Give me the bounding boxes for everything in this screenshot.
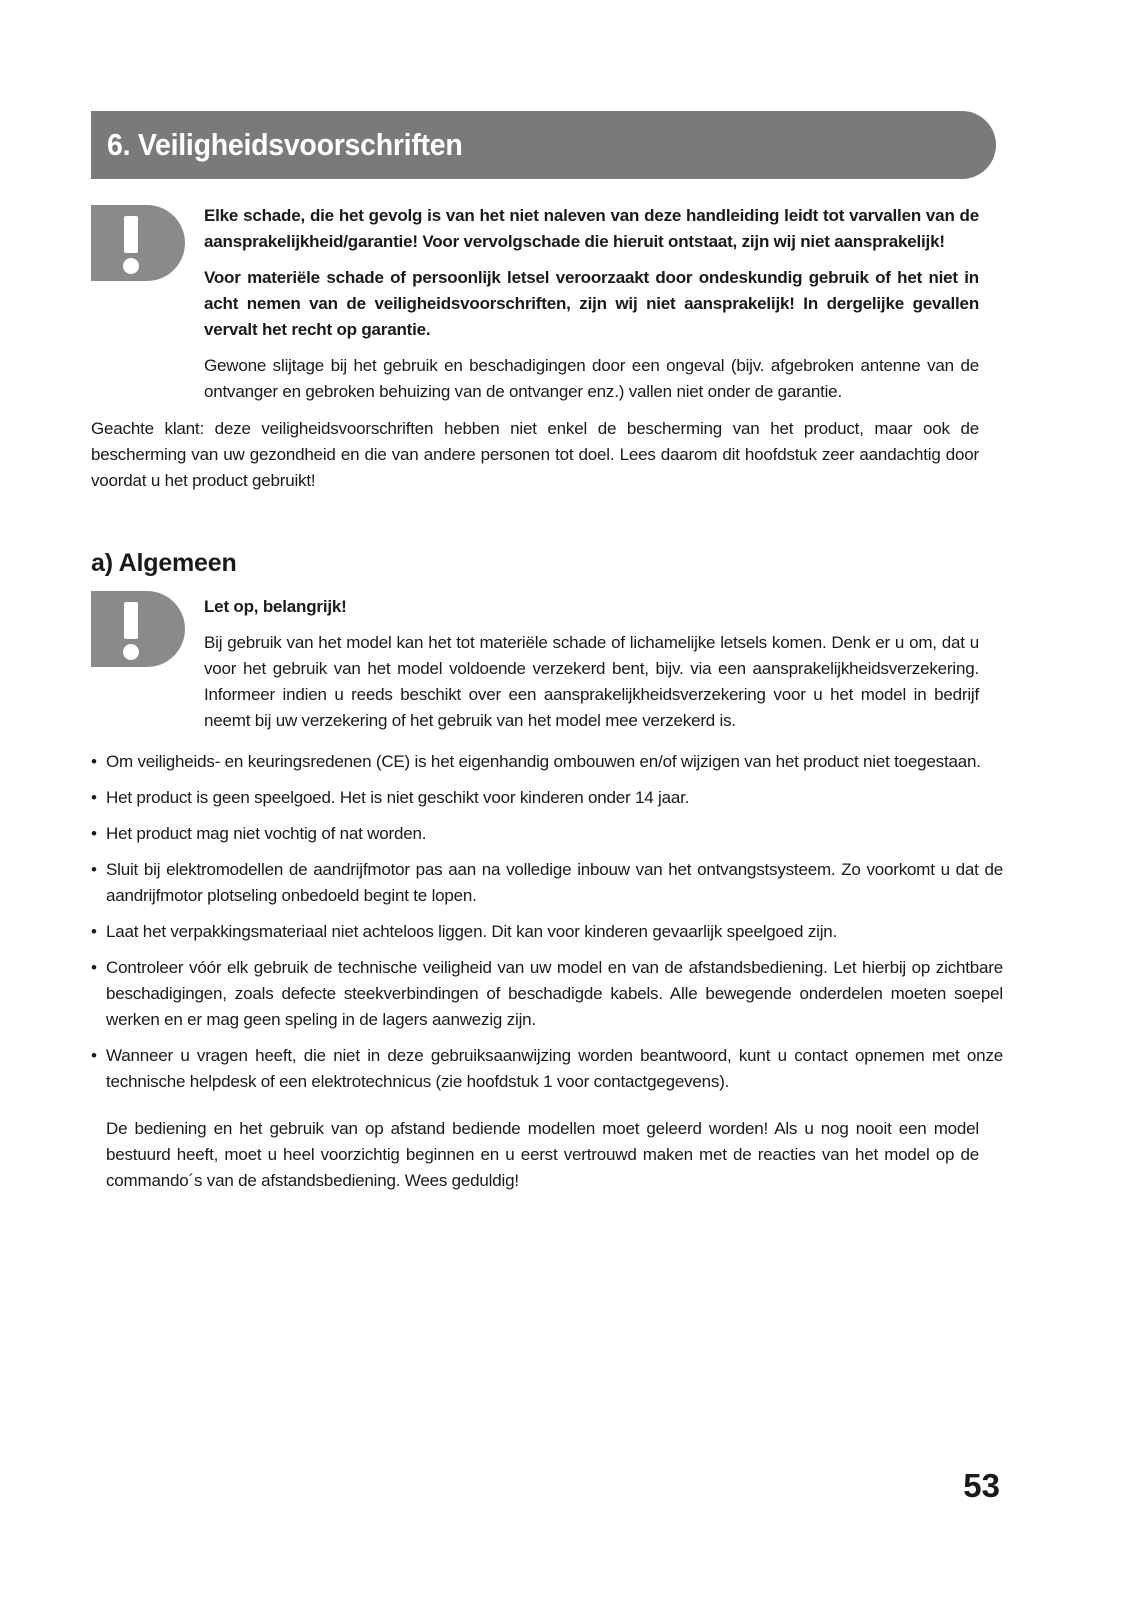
list-item: • Laat het verpakkingsmateriaal niet achteloos liggen. Dit kan voor kinderen gevaarlijk speelgoed zijn. — [91, 919, 1003, 945]
warning-notice — [204, 203, 979, 405]
list-item: • Het product mag niet vochtig of nat worden. — [91, 821, 1003, 847]
notice-damage-text: Voor materiële schade of persoonlijk letsel veroorzaakt door ondeskundig gebruik of het niet in acht nemen van de veiligheidsvoorschriften, zijn wij niet aansprakelijk! In dergelijke gevallen vervalt het recht op garantie. — [204, 268, 979, 339]
section-header-bar — [91, 111, 996, 179]
safety-bullet-list — [91, 749, 1003, 1105]
notice-wear-text: Gewone slijtage bij het gebruik en beschadigingen door een ongeval (bijv. afgebroken antenne van de ontvanger en gebroken behuizing van de ontvanger enz.) vallen niet onder de garantie. — [204, 356, 979, 401]
exclamation-icon — [91, 205, 185, 281]
list-item: • Om veiligheids- en keuringsredenen (CE) is het eigenhandig ombouwen en/of wijzigen van het product niet toegestaan. — [91, 749, 1003, 775]
list-item: • Controleer vóór elk gebruik de technische veiligheid van uw model en van de afstandsbediening. Let hierbij op zichtbare beschadigingen, zoals defecte steekverbindingen of beschadigde kabels. Alle bewegende onderdelen moeten soepel werken en er mag geen speling in de lagers aanwezig zijn. — [91, 955, 1003, 1033]
list-item: • Het product is geen speelgoed. Het is niet geschikt voor kinderen onder 14 jaar. — [91, 785, 1003, 811]
notice-liability-text: Elke schade, die het gevolg is van het niet naleven van deze handleiding leidt tot varvallen van de aansprakelijkheid/garantie! Voor vervolgschade die hieruit ontstaat, zijn wij niet aansprakelijk! — [204, 206, 979, 251]
intro-text: Geachte klant: deze veiligheidsvoorschriften hebben niet enkel de bescherming van het product, maar ook de bescherming van uw gezondheid en die van andere personen tot doel. Lees daarom dit hoofdstuk zeer aandachtig door voordat u het product gebruikt! — [91, 419, 979, 490]
attention-notice — [204, 594, 979, 734]
closing-text: De bediening en het gebruik van op afstand bediende modellen moet geleerd worden! Als u nog nooit een model bestuurd heeft, moet u heel voorzichtig beginnen en u eerst vertrouwd maken met de reacties van het model op de commando´s van de afstandsbediening. Wees geduldig! — [106, 1119, 979, 1190]
section-title: 6. Veiligheidsvoorschriften — [107, 127, 463, 162]
list-item: • Sluit bij elektromodellen de aandrijfmotor pas aan na volledige inbouw van het ontvangstsysteem. Zo voorkomt u dat de aandrijfmotor plotseling onbedoeld begint te lopen. — [91, 857, 1003, 909]
attention-text: Bij gebruik van het model kan het tot materiële schade of lichamelijke letsels komen. Denk er u om, dat u voor het gebruik van het model voldoende verzekerd bent, bijv. via een aansprakelijkheidsverzekering. Informeer indien u reeds beschikt over een aansprakelijkheidsverzekering voor u het model in bedrijf neemt bij uw verzekering of het gebruik van het model mee verzekerd is. — [204, 633, 979, 730]
intro-paragraph — [91, 416, 979, 494]
attention-title: Let op, belangrijk! — [204, 597, 347, 616]
page-number: 53 — [963, 1467, 1000, 1504]
subsection-title: a) Algemeen — [91, 549, 237, 577]
exclamation-icon — [91, 591, 185, 667]
closing-paragraph — [106, 1116, 979, 1194]
list-item: • Wanneer u vragen heeft, die niet in deze gebruiksaanwijzing worden beantwoord, kunt u contact opnemen met onze technische helpdesk of een elektrotechnicus (zie hoofdstuk 1 voor contactgegevens). — [91, 1043, 1003, 1095]
